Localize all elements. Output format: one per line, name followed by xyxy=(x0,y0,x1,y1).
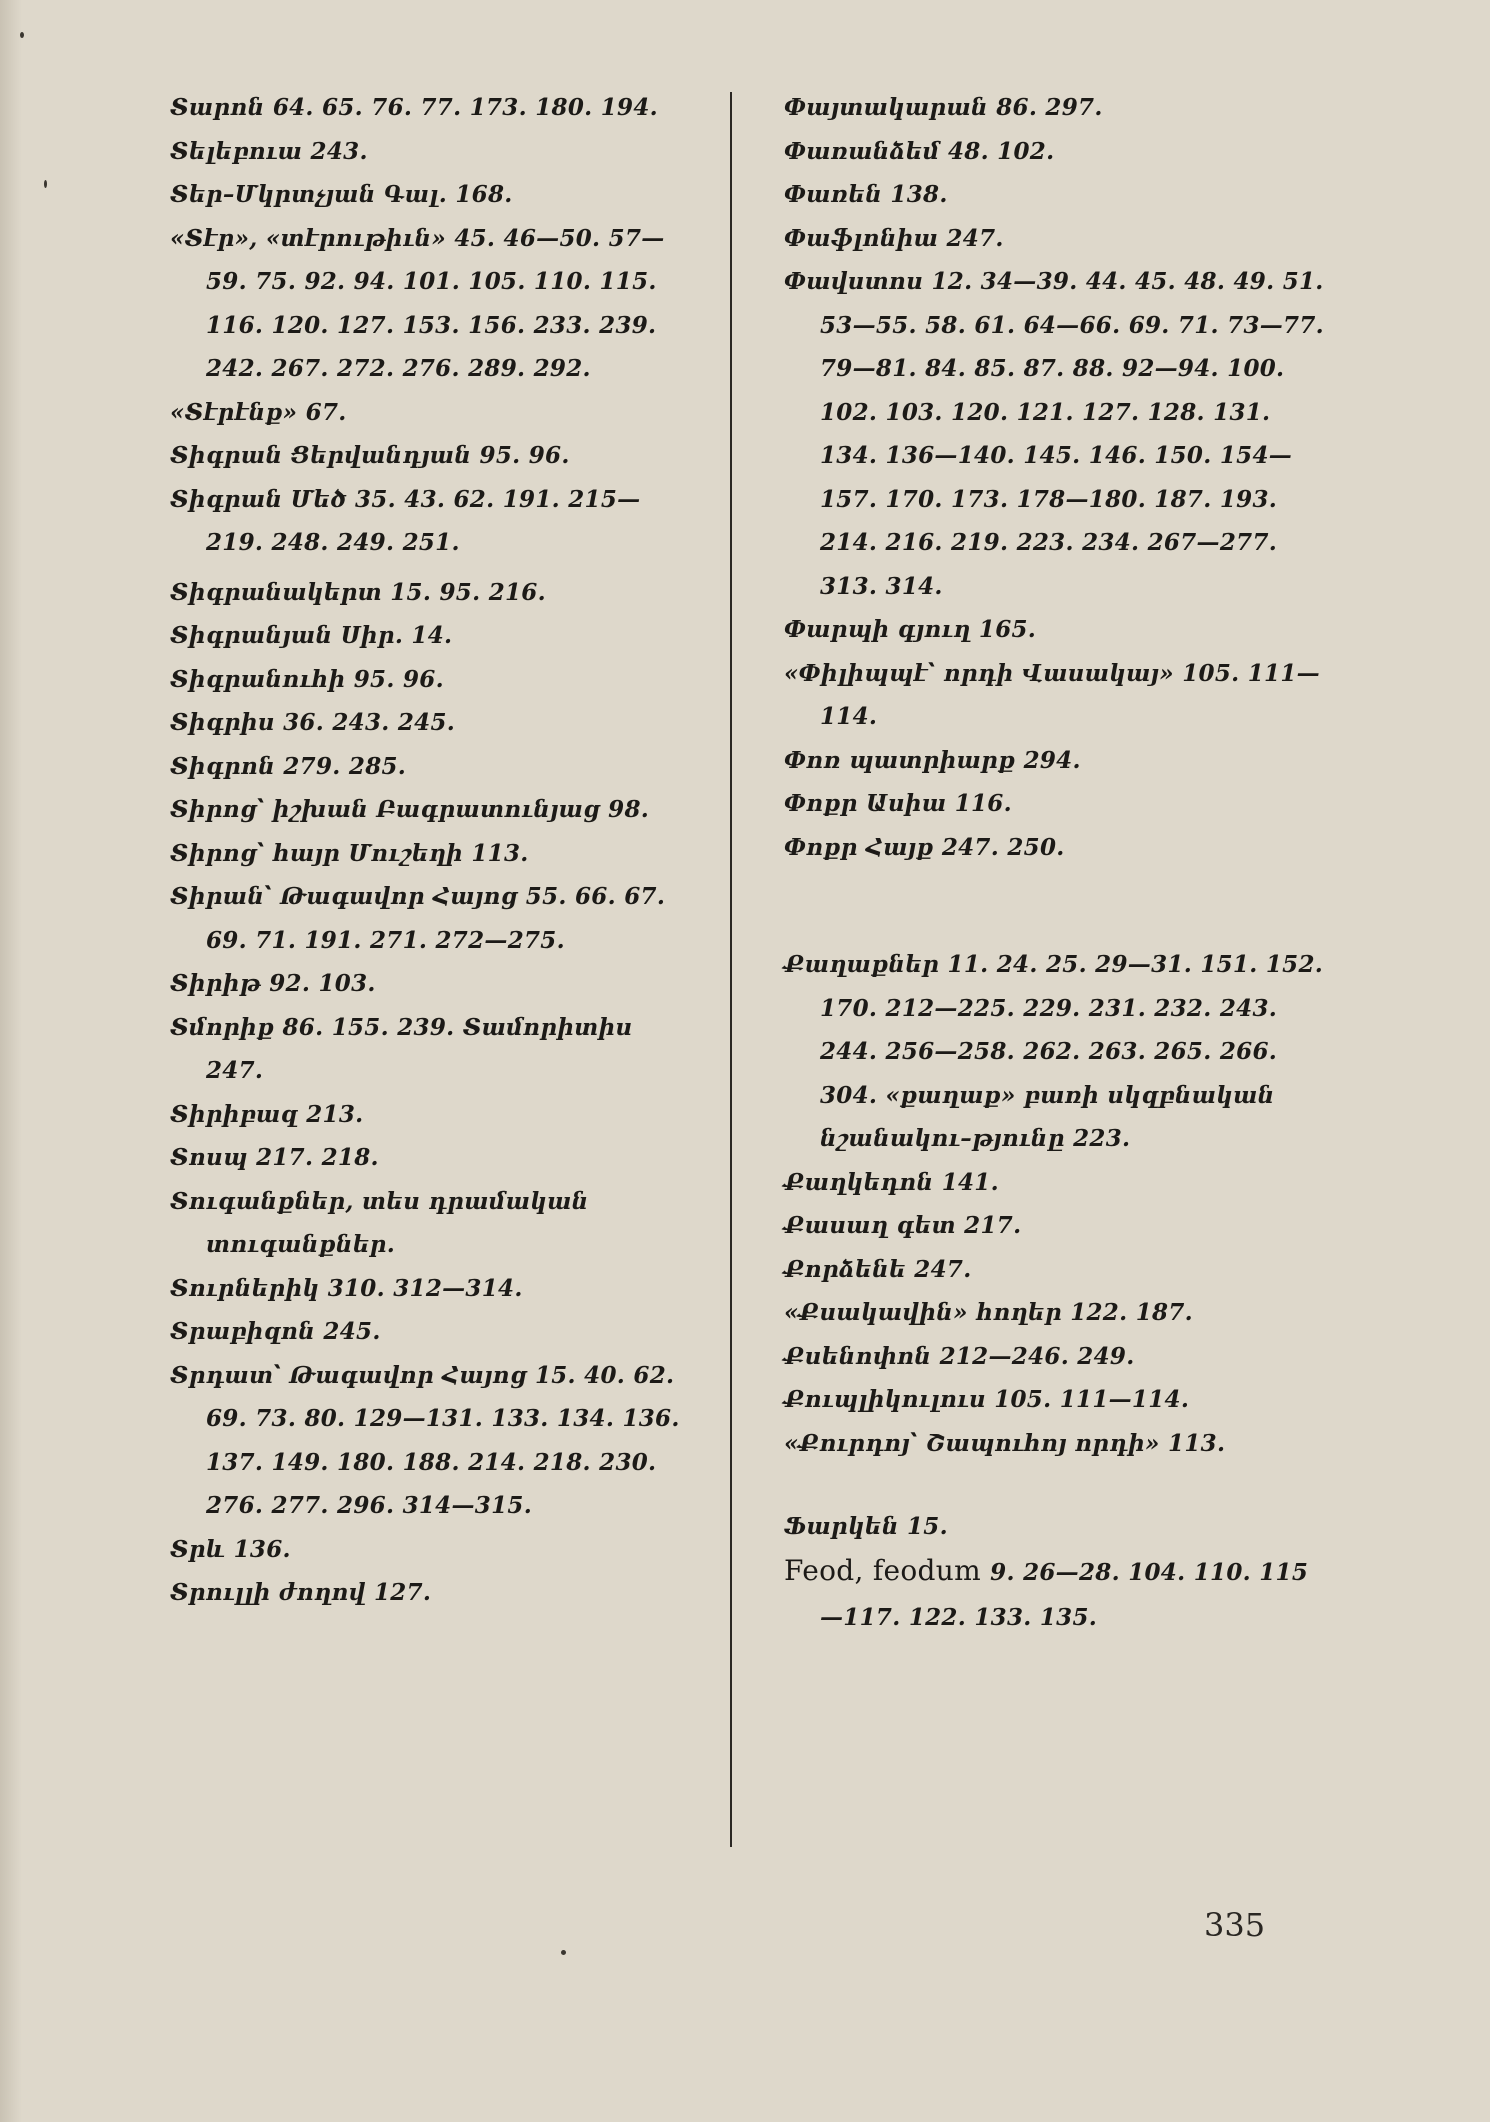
index-entry: Տեր–Մկրտչյան Գալ. 168. xyxy=(170,181,513,208)
index-entry: Փառեն 138. xyxy=(784,181,948,208)
index-entry: Փոռ պատրիարք 294. xyxy=(784,746,1081,774)
latin-term: Feod, feodum xyxy=(784,1553,981,1587)
index-entry: «Փիլիպպէ՝ որդի Վասակայ» 105. 111—114. xyxy=(784,659,1320,730)
index-entry: Տարոն 64. 65. 76. 77. 173. 180. 194. xyxy=(170,94,658,121)
index-entry: Տիգրան Մեծ 35. 43. 62. 191. 215—219. 248. 249. 251. xyxy=(170,485,641,556)
index-entry: Տիրոց՝ հայր Մուշեղի 113. xyxy=(170,839,529,867)
page-edge xyxy=(0,0,22,2122)
index-entry: Տիգրիս 36. 243. 245. xyxy=(170,709,456,736)
index-entry: Տիգրան Ցերվանդյան 95. 96. xyxy=(170,442,570,469)
index-entry: Փայտակարան 86. 297. xyxy=(784,94,1103,121)
index-entry: Տրդատ՝ Թագավոր Հայոց 15. 40. 62. 69. 73. 80. 129—131. 133. 134. 136. 137. 149. 180. 188. 214. 218. 230. 276. 277. 296. 314—315. xyxy=(170,1361,680,1519)
paper-speck xyxy=(44,180,47,188)
index-entry: Տիգրանակերտ 15. 95. 216. xyxy=(170,578,546,606)
index-entry: Տմորիք 86. 155. 239. Տամորիտիս 247. xyxy=(170,1013,633,1084)
index-entry: Քասաղ գետ 217. xyxy=(784,1212,1022,1239)
index-entry: Քսենոփոն 212—246. 249. xyxy=(784,1342,1135,1370)
index-entry: Տիգրանյան Սիր. 14. xyxy=(170,622,453,649)
index-entry: «Տէր», «տէրութիւն» 45. 46—50. 57—59. 75. 92. 94. 101. 105. 110. 115. 116. 120. 127. 153. 156. 233. 239. 242. 267. 272. 276. 289. 292. xyxy=(170,224,665,382)
index-entry: Տիրոց՝ իշխան Բագրատունյաց 98. xyxy=(170,796,650,823)
index-entry: «Քուրդոյ՝ Շապուհոյ որդի» 113. xyxy=(784,1429,1226,1457)
page-number: 335 xyxy=(1204,1906,1266,1944)
paper-speck xyxy=(20,32,24,38)
index-entry: Տուրներիկ 310. 312—314. xyxy=(170,1274,523,1302)
index-entry: Տիրան՝ Թագավոր Հայոց 55. 66. 67. 69. 71. 191. 271. 272—275. xyxy=(170,883,666,954)
index-column-left xyxy=(170,86,690,1615)
column-divider xyxy=(730,92,732,1847)
index-entry: Քուպլիկուլուս 105. 111—114. xyxy=(784,1386,1190,1413)
latin-term-pages: 9. 26—28. 104. 110. 115—117. 122. 133. 135. xyxy=(820,1558,1309,1631)
index-entry-latin xyxy=(784,1549,1324,1640)
index-entry: «Քսակավին» հողեր 122. 187. xyxy=(784,1299,1193,1326)
index-entry: Փոքր Ասիա 116. xyxy=(784,790,1012,817)
index-entry: Տուգանքներ, տես դրամական տուգանքներ. xyxy=(170,1187,589,1258)
index-entry: Փավստոս 12. 34—39. 44. 45. 48. 49. 51. 53—55. 58. 61. 64—66. 69. 71. 73—77. 79—81. 84. 85. 87. 88. 92—94. 100. 102. 103. 120. 121. 127. 128. 131. 134. 136—140. 145. 146. 150. 154—157. 170. 173. 178—180. 187. 193. 214. 216. 219. 223. 234. 267—277. 313. 314. xyxy=(784,268,1324,600)
index-column-right xyxy=(784,86,1324,1640)
index-entry: Քաղաքներ 11. 24. 25. 29—31. 151. 152. 170. 212—225. 229. 231. 232. 243. 244. 256—258. 262. 263. 265. 266. 304. «քաղաք» բառի սկզբնական նշանակու–թյունը 223. xyxy=(784,951,1324,1152)
index-entry: Տրև 136. xyxy=(170,1535,291,1563)
index-entry: «Տէրէնք» 67. xyxy=(170,398,347,426)
index-entry: Փարպի գյուղ 165. xyxy=(784,616,1037,643)
index-entry: Տրաբիզոն 245. xyxy=(170,1318,381,1345)
index-entry: Ֆարկեն 15. xyxy=(784,1513,948,1540)
index-entry: Տրուլլի ժողով 127. xyxy=(170,1579,432,1606)
index-entry: Տելեբուա 243. xyxy=(170,137,368,165)
paper-speck xyxy=(561,1950,566,1955)
index-entry: Տիգրոն 279. 285. xyxy=(170,752,407,780)
index-entry: Տոսպ 217. 218. xyxy=(170,1144,379,1171)
index-entry: Փաֆլոնիա 247. xyxy=(784,224,1004,252)
index-entry: Քորձենե 247. xyxy=(784,1255,972,1283)
index-entry: Տիգրանուհի 95. 96. xyxy=(170,665,444,693)
index-entry: Փոքր Հայք 247. 250. xyxy=(784,833,1065,861)
index-entry: Փառանձեմ 48. 102. xyxy=(784,137,1055,165)
index-entry: Տիրիբազ 213. xyxy=(170,1100,364,1128)
index-entry: Քաղկեդոն 141. xyxy=(784,1168,999,1196)
index-entry: Տիրիթ 92. 103. xyxy=(170,970,376,997)
